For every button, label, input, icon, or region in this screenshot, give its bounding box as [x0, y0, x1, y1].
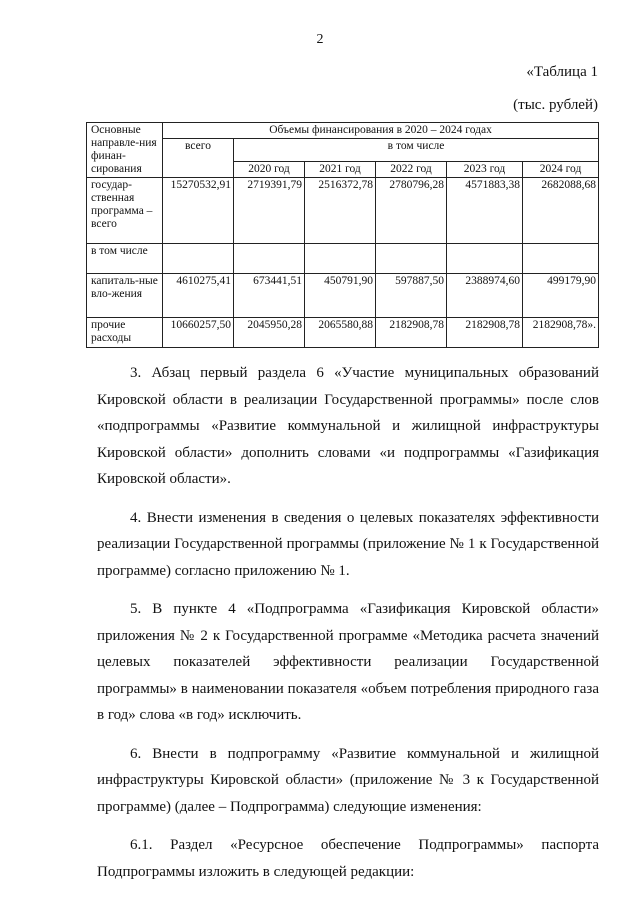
header-direction: Основные направле-ния финан-сирования [87, 123, 163, 178]
paragraph-4: 4. Внести изменения в сведения о целевых показателях эффективности реализации Государственной программы (приложение № 1 к Государственной программе) согласно приложению № 1. [97, 509, 599, 579]
cell-value: 2182908,78 [447, 318, 523, 348]
cell-value: 2182908,78». [523, 318, 599, 348]
cell-value: 597887,50 [376, 274, 447, 318]
cell-value: 2045950,28 [234, 318, 305, 348]
row-label: в том числе [87, 244, 163, 274]
cell-value: 450791,90 [305, 274, 376, 318]
header-year: 2024 год [523, 162, 599, 178]
cell-total: 10660257,50 [163, 318, 234, 348]
cell-value: 673441,51 [234, 274, 305, 318]
cell-value [376, 244, 447, 274]
table-row [87, 274, 599, 318]
cell-total: 4610275,41 [163, 274, 234, 318]
header-year: 2022 год [376, 162, 447, 178]
table-header-row [87, 123, 599, 139]
body-text [97, 360, 599, 897]
row-label: прочие расходы [87, 318, 163, 348]
cell-value: 2682088,68 [523, 178, 599, 244]
cell-value: 2719391,79 [234, 178, 305, 244]
paragraph-6: 6. Внести в подпрограмму «Развитие коммунальной и жилищной инфраструктуры Кировской области» (приложение № 3 к Государственной программе) (далее – Подпрограмма) следующие изменения: [97, 745, 599, 815]
financing-table [86, 122, 599, 348]
table-row [87, 244, 599, 274]
cell-value: 2516372,78 [305, 178, 376, 244]
table-row [87, 318, 599, 348]
cell-value [234, 244, 305, 274]
cell-value: 2065580,88 [305, 318, 376, 348]
header-year: 2021 год [305, 162, 376, 178]
cell-value [523, 244, 599, 274]
cell-value: 4571883,38 [447, 178, 523, 244]
table-row [87, 178, 599, 244]
cell-total: 15270532,91 [163, 178, 234, 244]
cell-value: 499179,90 [523, 274, 599, 318]
cell-value [305, 244, 376, 274]
paragraph-3: 3. Абзац первый раздела 6 «Участие муниципальных образований Кировской области в реализации Государственной программы» после слов «подпрограммы «Развитие коммунальной и жилищной инфраструктуры Кировской области» дополнить словами «и подпрограммы «Газификация Кировской области». [97, 365, 599, 487]
table-header-row [87, 139, 599, 162]
row-label: капиталь-ные вло-жения [87, 274, 163, 318]
table-caption: «Таблица 1 [526, 64, 598, 80]
cell-total [163, 244, 234, 274]
paragraph-6-1: 6.1. Раздел «Ресурсное обеспечение Подпрограммы» паспорта Подпрограммы изложить в следующей редакции: [97, 837, 599, 880]
header-volumes: Объемы финансирования в 2020 – 2024 годах [163, 123, 599, 139]
header-total: всего [163, 139, 234, 178]
cell-value [447, 244, 523, 274]
cell-value: 2182908,78 [376, 318, 447, 348]
header-including: в том числе [234, 139, 599, 162]
row-label: государ-ственная программа – всего [87, 178, 163, 244]
cell-value: 2780796,28 [376, 178, 447, 244]
header-year: 2020 год [234, 162, 305, 178]
units-label: (тыс. рублей) [513, 97, 598, 113]
page-number: 2 [316, 32, 324, 47]
cell-value: 2388974,60 [447, 274, 523, 318]
header-year: 2023 год [447, 162, 523, 178]
paragraph-5: 5. В пункте 4 «Подпрограмма «Газификация Кировской области» приложения № 2 к Государственной программе «Методика расчета значений целевых показателей эффективности реализации Государственной программы» в наименовании показателя «объем потребления природного газа в год» слова «в год» исключить. [97, 601, 599, 723]
